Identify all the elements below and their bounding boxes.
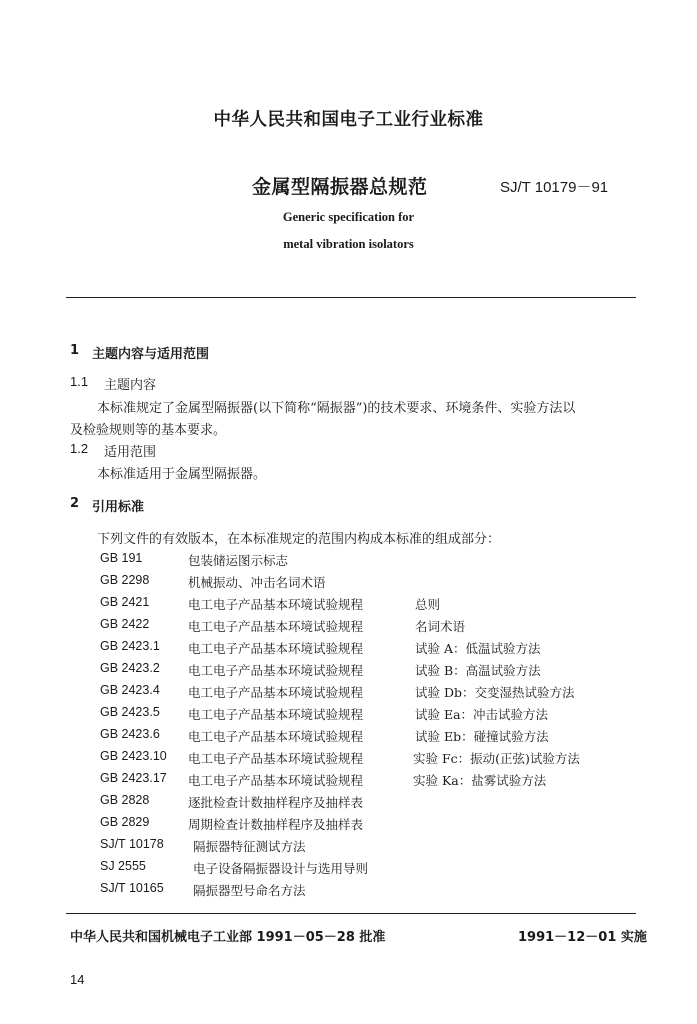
reference-code: GB 2829 [100, 815, 150, 829]
reference-title: 电工电子产品基本环境试验规程 [188, 619, 364, 634]
reference-code: GB 2423.17 [100, 771, 167, 785]
reference-code: GB 2421 [100, 595, 150, 609]
reference-code: GB 2298 [100, 573, 150, 587]
section-1-number: 1 [70, 343, 80, 358]
reference-subtitle: 试验 B：高温试验方法 [415, 663, 541, 678]
reference-title: 周期检查计数抽样程序及抽样表 [188, 817, 364, 832]
reference-code: SJ 2555 [100, 859, 146, 873]
reference-code: GB 2423.2 [100, 661, 160, 675]
reference-title: 电子设备隔振器设计与选用导则 [193, 861, 369, 876]
reference-title: 机械振动、冲击名词术语 [188, 575, 326, 590]
section-1-2-text: 本标准适用于金属型隔振器。 [97, 467, 267, 482]
section-2-intro: 下列文件的有效版本，在本标准规定的范围内构成本标准的组成部分： [97, 532, 501, 547]
reference-title: 电工电子产品基本环境试验规程 [188, 773, 364, 788]
reference-code: GB 2423.6 [100, 727, 160, 741]
approval-line: 中华人民共和国机械电子工业部 1991－05－28 批准 [70, 930, 386, 945]
reference-title: 电工电子产品基本环境试验规程 [188, 729, 364, 744]
document-title-en-line2: metal vibration isolators [283, 237, 414, 251]
implementation-date: 1991－12－01 实施 [518, 930, 647, 945]
reference-title: 包装储运图示标志 [188, 553, 289, 568]
reference-subtitle: 名词术语 [415, 619, 466, 634]
section-1-1-title: 主题内容 [104, 378, 157, 393]
section-2-number: 2 [70, 496, 80, 511]
section-1-2-number: 1.2 [70, 441, 89, 456]
reference-title: 隔振器特征测试方法 [193, 839, 306, 854]
section-2-title: 引用标准 [92, 500, 145, 515]
reference-title: 电工电子产品基本环境试验规程 [188, 707, 364, 722]
section-1-title: 主题内容与适用范围 [92, 347, 210, 362]
reference-code: GB 191 [100, 551, 143, 565]
section-1-2-title: 适用范围 [104, 445, 157, 460]
section-1-1-number: 1.1 [70, 374, 89, 389]
reference-title: 电工电子产品基本环境试验规程 [188, 597, 364, 612]
reference-code: SJ/T 10178 [100, 837, 164, 851]
reference-code: GB 2423.5 [100, 705, 160, 719]
header-divider [66, 297, 636, 298]
reference-code: GB 2828 [100, 793, 150, 807]
reference-title: 电工电子产品基本环境试验规程 [188, 751, 364, 766]
reference-subtitle: 试验 Ea：冲击试验方法 [415, 707, 549, 722]
footer-divider [66, 913, 636, 914]
reference-subtitle: 实验 Fc：振动(正弦)试验方法 [413, 751, 580, 766]
page-number: 14 [70, 972, 85, 987]
reference-subtitle: 实验 Ka：盐雾试验方法 [413, 773, 547, 788]
standard-number: SJ/T 10179－91 [500, 179, 609, 196]
section-1-1-text-line1: 本标准规定了金属型隔振器(以下简称“隔振器”)的技术要求、环境条件、实验方法以 [97, 401, 576, 416]
reference-subtitle: 试验 A：低温试验方法 [415, 641, 541, 656]
reference-title: 电工电子产品基本环境试验规程 [188, 641, 364, 656]
reference-code: GB 2422 [100, 617, 150, 631]
industry-standard-heading: 中华人民共和国电子工业行业标准 [213, 110, 484, 130]
reference-code: GB 2423.4 [100, 683, 160, 697]
reference-code: GB 2423.10 [100, 749, 167, 763]
document-title-en-line1: Generic specification for [282, 210, 415, 224]
reference-title: 电工电子产品基本环境试验规程 [188, 663, 364, 678]
reference-subtitle: 总则 [415, 597, 441, 612]
reference-title: 电工电子产品基本环境试验规程 [188, 685, 364, 700]
reference-subtitle: 试验 Eb：碰撞试验方法 [415, 729, 549, 744]
reference-title: 隔振器型号命名方法 [193, 883, 306, 898]
reference-code: SJ/T 10165 [100, 881, 164, 895]
reference-title: 逐批检查计数抽样程序及抽样表 [188, 795, 364, 810]
reference-subtitle: 试验 Db：交变湿热试验方法 [415, 685, 575, 700]
section-1-1-text-line2: 及检验规则等的基本要求。 [70, 423, 227, 438]
document-title-zh: 金属型隔振器总规范 [252, 176, 428, 198]
reference-code: GB 2423.1 [100, 639, 160, 653]
